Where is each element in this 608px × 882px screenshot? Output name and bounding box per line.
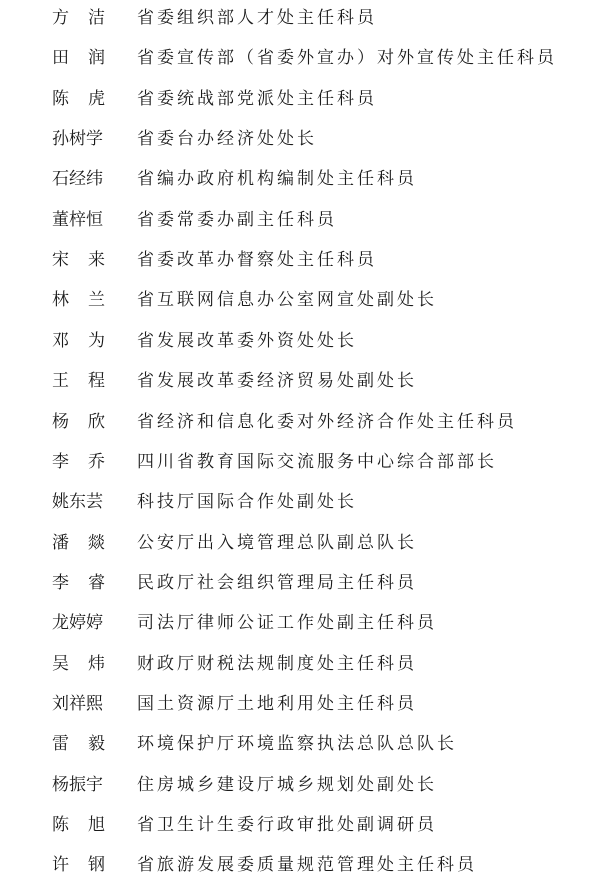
person-name: 方洁 [52,8,124,28]
person-title: 省委宣传部（省委外宣办）对外宣传处主任科员 [137,48,557,69]
person-title: 省发展改革委外资处处长 [137,330,357,351]
list-item [0,447,608,477]
person-name: 潘燚 [52,532,124,553]
list-item [0,568,608,598]
list-item [0,770,608,800]
person-name: 石经纬 [52,169,103,190]
list-item [0,407,608,437]
list-item [0,285,608,315]
list-item [0,164,608,194]
person-name: 陈虎 [52,88,124,109]
person-name: 杨欣 [52,411,124,432]
person-title: 住房城乡建设厅城乡规划处副处长 [137,774,437,795]
person-name: 王程 [52,371,124,392]
person-title: 民政厅社会组织管理局主任科员 [137,572,417,593]
person-title: 省委改革办督察处主任科员 [137,250,377,271]
person-title: 司法厅律师公证工作处副主任科员 [137,613,437,634]
person-title: 省旅游发展委质量规范管理处主任科员 [137,855,477,876]
list-item [0,366,608,396]
person-name: 邓为 [52,330,124,351]
person-name: 杨振宇 [52,774,103,795]
list-item [0,326,608,356]
person-name: 龙婷婷 [52,613,103,634]
person-name: 雷毅 [52,734,124,755]
person-name: 孙树学 [52,129,103,150]
list-item [0,810,608,840]
list-item [0,3,608,33]
person-title: 省委常委办副主任科员 [137,209,337,230]
person-title: 四川省教育国际交流服务中心综合部部长 [137,451,497,472]
person-name: 吴炜 [52,653,124,674]
person-title: 省委组织部人才处主任科员 [137,8,377,28]
person-title: 省经济和信息化委对外经济合作处主任科员 [137,411,517,432]
person-title: 省卫生计生委行政审批处副调研员 [137,815,437,835]
person-name: 许钢 [52,855,124,876]
list-item [0,245,608,275]
list-item [0,487,608,517]
person-title: 省发展改革委经济贸易处副处长 [137,371,417,392]
list-item [0,850,608,880]
list-item [0,124,608,154]
list-item [0,205,608,235]
list-item [0,43,608,73]
list-item [0,689,608,719]
person-name: 宋来 [52,250,124,271]
person-title: 国土资源厅土地利用处主任科员 [137,693,417,714]
person-name: 姚东芸 [52,492,103,513]
person-name: 刘祥熙 [52,693,103,714]
person-name: 李睿 [52,572,124,593]
list-item [0,528,608,558]
list-item [0,84,608,114]
person-title: 省互联网信息办公室网宣处副处长 [137,290,437,311]
person-title: 环境保护厅环境监察执法总队总队长 [137,734,457,755]
person-title: 省委台办经济处处长 [137,129,317,150]
person-name: 董梓恒 [52,209,103,230]
list-item [0,729,608,759]
person-title: 科技厅国际合作处副处长 [137,492,357,513]
person-title: 省编办政府机构编制处主任科员 [137,169,417,190]
person-title: 省委统战部党派处主任科员 [137,88,377,109]
list-item [0,649,608,679]
person-name: 李乔 [52,451,124,472]
list-item [0,608,608,638]
person-name: 田润 [52,48,124,69]
person-title: 公安厅出入境管理总队副总队长 [137,532,417,553]
person-name: 林兰 [52,290,124,311]
person-name: 陈旭 [52,815,124,835]
person-title: 财政厅财税法规制度处主任科员 [137,653,417,674]
